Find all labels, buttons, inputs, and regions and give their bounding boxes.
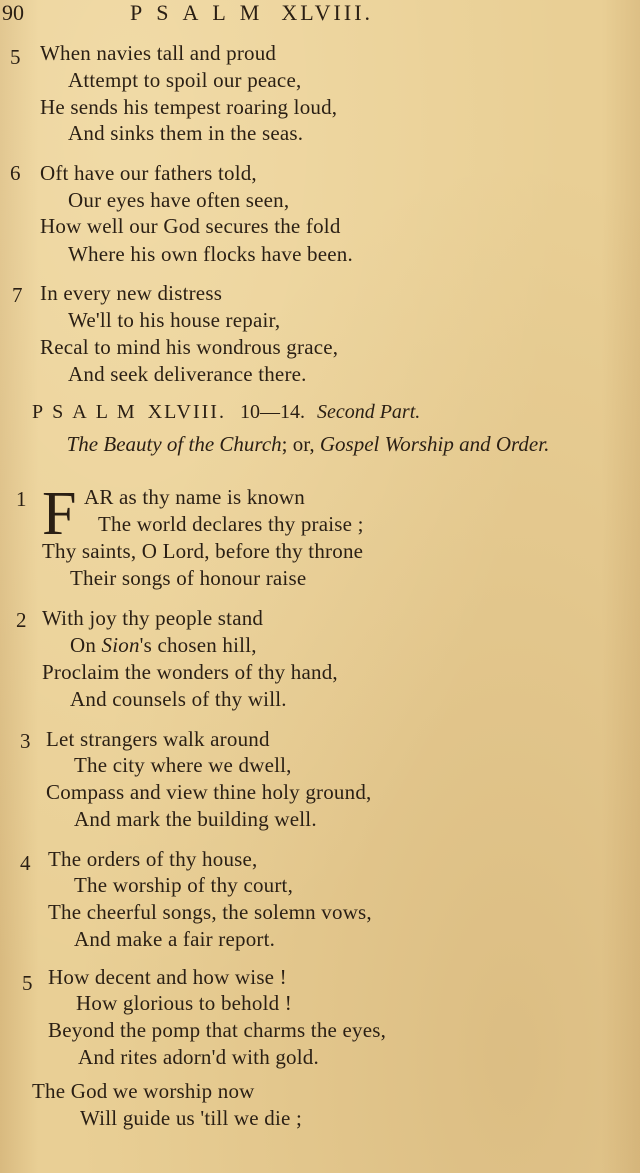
stanza-number: 5 xyxy=(22,971,33,995)
verse-line: The cheerful songs, the solemn vows, xyxy=(48,900,372,924)
section-heading-number: XLVIII. xyxy=(147,401,226,423)
verse-line: The orders of thy house, xyxy=(48,847,258,871)
verse-line: Oft have our fathers told, xyxy=(40,161,257,185)
verse-line: Where his own flocks have been. xyxy=(68,242,353,266)
verse-line: How decent and how wise ! xyxy=(48,965,287,989)
verse-line: And sinks them in the seas. xyxy=(68,121,304,145)
verse-line: The worship of thy court, xyxy=(74,873,294,897)
verse-line: And counsels of thy will. xyxy=(70,687,287,711)
verse-line: Beyond the pomp that charms the eyes, xyxy=(48,1018,387,1042)
verse-line: We'll to his house repair, xyxy=(68,308,281,332)
verse-line: With joy thy people stand xyxy=(42,606,264,630)
verse-line: In every new distress xyxy=(40,281,223,305)
verse-line: And rites adorn'd with gold. xyxy=(78,1045,319,1069)
verse-line: And make a fair report. xyxy=(74,927,276,951)
verse-line: And seek deliverance there. xyxy=(68,362,307,386)
verse-line xyxy=(70,632,257,658)
section-heading-verses: 10—14. xyxy=(239,401,305,423)
verse-line: Our eyes have often seen, xyxy=(68,188,290,212)
header-psalm-word: PSALM xyxy=(130,0,274,25)
stanza-number: 3 xyxy=(20,729,31,753)
stanza-number: 5 xyxy=(10,45,21,69)
verse-line: The city where we dwell, xyxy=(74,753,292,777)
verse-line: Compass and view thine holy ground, xyxy=(46,780,372,804)
verse-line: The world declares thy praise ; xyxy=(98,512,364,536)
verse-line: He sends his tempest roaring loud, xyxy=(40,95,338,119)
verse-text-italic: Sion xyxy=(101,633,140,657)
section-heading-psalm: PSALM xyxy=(32,401,144,423)
verse-text: 's chosen hill, xyxy=(139,633,257,657)
verse-line: Proclaim the wonders of thy hand, xyxy=(42,660,338,684)
stanza-number: 1 xyxy=(16,487,27,511)
stanza-number: 7 xyxy=(12,283,23,307)
stanza-number: 6 xyxy=(10,161,21,185)
verse-text: On xyxy=(70,633,102,657)
verse-line: Attempt to spoil our peace, xyxy=(68,68,302,92)
running-header xyxy=(130,0,373,26)
stanza-number: 4 xyxy=(20,851,31,875)
verse-line: How glorious to behold ! xyxy=(76,991,292,1015)
page-number: 90 xyxy=(2,0,24,25)
verse-line: Will guide us 'till we die ; xyxy=(80,1106,303,1130)
verse-line: And mark the building well. xyxy=(74,807,317,831)
verse-line: How well our God secures the fold xyxy=(40,214,341,238)
verse-line: Recal to mind his wondrous grace, xyxy=(40,335,339,359)
verse-line: Their songs of honour raise xyxy=(70,566,307,590)
verse-line: AR as thy name is known xyxy=(84,485,305,509)
verse-line: Thy saints, O Lord, before thy throne xyxy=(42,539,364,563)
stanza-number: 2 xyxy=(16,608,27,632)
section-heading xyxy=(32,399,420,425)
header-psalm-number: XLVIII. xyxy=(281,0,374,25)
verse-line: When navies tall and proud xyxy=(40,41,277,65)
subtitle-separator: ; or, xyxy=(281,432,315,456)
drop-cap: F xyxy=(42,480,77,548)
section-heading-part: Second Part. xyxy=(316,401,421,423)
subtitle-part-b: Gospel Worship and Order. xyxy=(319,432,550,456)
verse-line: The God we worship now xyxy=(32,1079,255,1103)
verse-line: Let strangers walk around xyxy=(46,727,270,751)
subtitle-part-a: The Beauty of the Church xyxy=(66,432,282,456)
section-subtitle xyxy=(28,431,588,457)
